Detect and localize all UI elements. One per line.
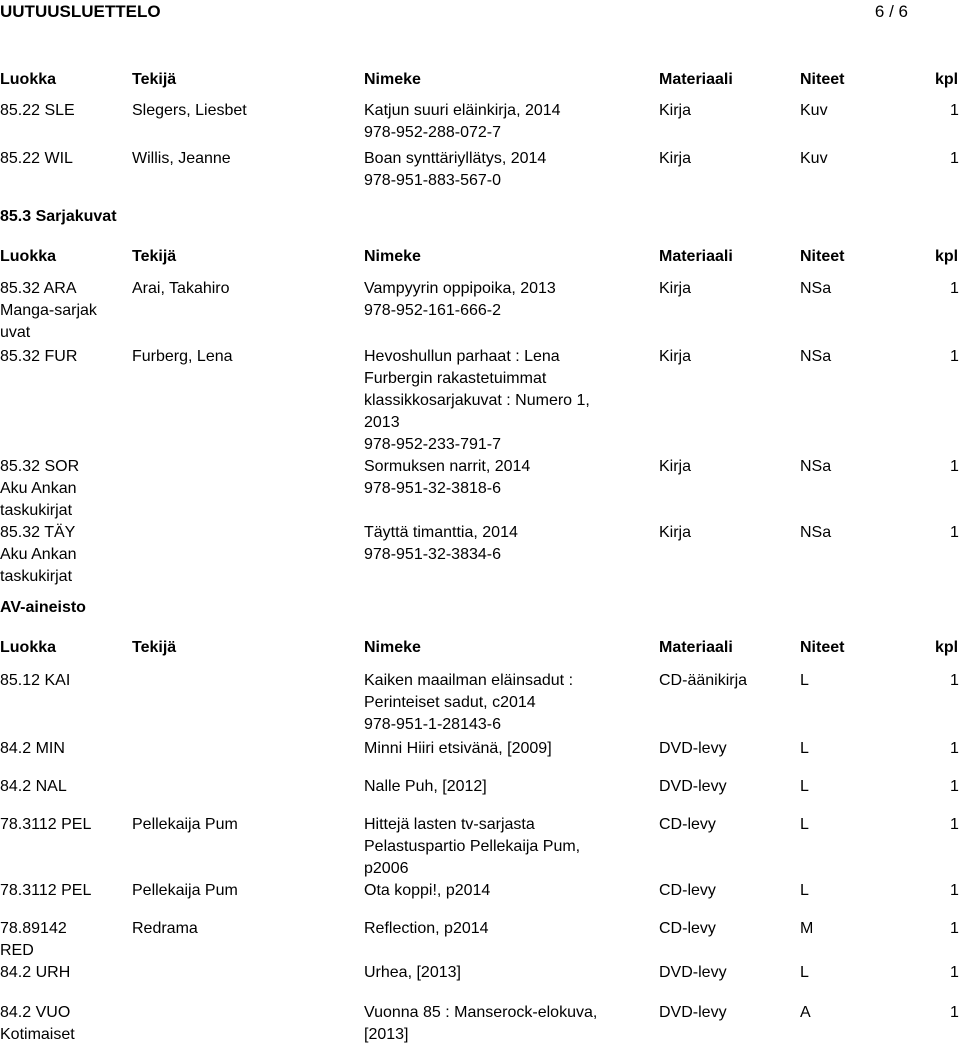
cell-line: Urhea, [2013] bbox=[364, 964, 461, 981]
section-title: 85.3 Sarjakuvat bbox=[0, 208, 117, 225]
cell-col-materiaali: Kirja bbox=[659, 458, 692, 475]
cell-line: Katjun suuri eläinkirja, 2014 bbox=[364, 102, 561, 119]
cell-col-nimeke bbox=[364, 880, 624, 902]
cell-col-kpl: 1 bbox=[950, 964, 959, 981]
cell-col-materiaali: DVD-levy bbox=[659, 740, 727, 757]
cell-col-luokka bbox=[0, 346, 125, 368]
cell-line: 78.3112 PEL bbox=[0, 882, 92, 899]
cell-line: 85.32 FUR bbox=[0, 348, 78, 365]
cell-col-kpl: 1 bbox=[950, 778, 959, 795]
cell-line: taskukirjat bbox=[0, 502, 73, 519]
cell-col-kpl: 1 bbox=[950, 672, 959, 689]
cell-col-nimeke bbox=[364, 814, 624, 880]
cell-col-kpl: 1 bbox=[950, 920, 959, 937]
cell-line: 85.22 WIL bbox=[0, 150, 73, 167]
cell-col-niteet: NSa bbox=[800, 348, 832, 365]
cell-line: uvat bbox=[0, 324, 31, 341]
cell-line: Kaiken maailman eläinsadut : bbox=[364, 672, 574, 689]
header-col-nimeke: Nimeke bbox=[364, 639, 421, 656]
cell-col-materiaali: Kirja bbox=[659, 280, 692, 297]
cell-line: 78.89142 bbox=[0, 920, 67, 937]
cell-col-nimeke bbox=[364, 346, 624, 456]
cell-line: Vampyyrin oppipoika, 2013 bbox=[364, 280, 556, 297]
cell-col-nimeke bbox=[364, 738, 624, 760]
cell-line: 2013 bbox=[364, 414, 400, 431]
cell-col-niteet: M bbox=[800, 920, 814, 937]
cell-col-tekija bbox=[132, 814, 357, 836]
cell-col-materiaali: CD-äänikirja bbox=[659, 672, 748, 689]
cell-line: klassikkosarjakuvat : Numero 1, bbox=[364, 392, 590, 409]
cell-line: Redrama bbox=[132, 920, 198, 937]
cell-line: Arai, Takahiro bbox=[132, 280, 230, 297]
cell-col-kpl: 1 bbox=[950, 102, 959, 119]
cell-line: 978-951-883-567-0 bbox=[364, 172, 501, 189]
section-title: AV-aineisto bbox=[0, 599, 86, 616]
cell-line: Slegers, Liesbet bbox=[132, 102, 247, 119]
cell-line: Täyttä timanttia, 2014 bbox=[364, 524, 518, 541]
cell-line: 85.32 TÄY bbox=[0, 524, 76, 541]
cell-line: 85.32 ARA bbox=[0, 280, 77, 297]
cell-col-nimeke bbox=[364, 278, 624, 322]
cell-col-tekija bbox=[132, 918, 357, 940]
cell-col-tekija bbox=[132, 346, 357, 368]
cell-col-niteet: NSa bbox=[800, 280, 832, 297]
page-number: 6 / 6 bbox=[874, 2, 908, 21]
cell-line: Furbergin rakastetuimmat bbox=[364, 370, 547, 387]
cell-col-niteet: L bbox=[800, 964, 809, 981]
cell-line: Aku Ankan bbox=[0, 546, 77, 563]
header-col-niteet: Niteet bbox=[800, 639, 845, 656]
cell-col-niteet: NSa bbox=[800, 524, 832, 541]
cell-col-materiaali: DVD-levy bbox=[659, 964, 727, 981]
cell-col-luokka bbox=[0, 148, 125, 170]
header-col-kpl: kpl bbox=[935, 71, 959, 88]
header-col-luokka: Luokka bbox=[0, 248, 57, 265]
page-header bbox=[0, 0, 960, 24]
cell-line: Willis, Jeanne bbox=[132, 150, 231, 167]
cell-col-niteet: L bbox=[800, 816, 809, 833]
header-col-tekija: Tekijä bbox=[132, 248, 177, 265]
cell-line: taskukirjat bbox=[0, 568, 73, 585]
header-col-materiaali: Materiaali bbox=[659, 71, 733, 88]
header-col-niteet: Niteet bbox=[800, 71, 845, 88]
cell-col-luokka bbox=[0, 1002, 125, 1046]
cell-col-kpl: 1 bbox=[950, 882, 959, 899]
cell-col-niteet: Kuv bbox=[800, 102, 828, 119]
cell-col-nimeke bbox=[364, 670, 624, 736]
cell-line: Pellekaija Pum bbox=[132, 882, 238, 899]
header-col-nimeke: Nimeke bbox=[364, 248, 421, 265]
cell-line: Pelastuspartio Pellekaija Pum, bbox=[364, 838, 581, 855]
cell-col-kpl: 1 bbox=[950, 348, 959, 365]
cell-line: Nalle Puh, [2012] bbox=[364, 778, 487, 795]
cell-col-nimeke bbox=[364, 100, 624, 144]
header-col-materiaali: Materiaali bbox=[659, 639, 733, 656]
cell-col-luokka bbox=[0, 278, 125, 344]
cell-line: 84.2 NAL bbox=[0, 778, 67, 795]
cell-line: 84.2 URH bbox=[0, 964, 71, 981]
cell-col-luokka bbox=[0, 100, 125, 122]
cell-col-tekija bbox=[132, 148, 357, 170]
cell-col-materiaali: CD-levy bbox=[659, 882, 716, 899]
cell-line: 978-951-32-3834-6 bbox=[364, 546, 501, 563]
cell-line: 85.22 SLE bbox=[0, 102, 75, 119]
cell-line: Aku Ankan bbox=[0, 480, 77, 497]
cell-line: Hevoshullun parhaat : Lena bbox=[364, 348, 560, 365]
cell-col-tekija bbox=[132, 100, 357, 122]
document-title: UUTUUSLUETTELO bbox=[0, 2, 161, 21]
cell-col-kpl: 1 bbox=[950, 280, 959, 297]
cell-col-kpl: 1 bbox=[950, 150, 959, 167]
cell-col-nimeke bbox=[364, 522, 624, 566]
cell-col-nimeke bbox=[364, 776, 624, 798]
cell-col-nimeke bbox=[364, 148, 624, 192]
header-col-kpl: kpl bbox=[935, 248, 959, 265]
cell-col-niteet: Kuv bbox=[800, 150, 828, 167]
cell-line: Vuonna 85 : Manserock-elokuva, bbox=[364, 1004, 598, 1021]
cell-line: 978-951-32-3818-6 bbox=[364, 480, 501, 497]
cell-line: Pellekaija Pum bbox=[132, 816, 238, 833]
cell-col-kpl: 1 bbox=[950, 816, 959, 833]
cell-line: 84.2 VUO bbox=[0, 1004, 71, 1021]
cell-col-kpl: 1 bbox=[950, 1004, 959, 1021]
cell-col-materiaali: DVD-levy bbox=[659, 1004, 727, 1021]
cell-col-luokka bbox=[0, 670, 125, 692]
cell-col-materiaali: Kirja bbox=[659, 348, 692, 365]
cell-line: 78.3112 PEL bbox=[0, 816, 92, 833]
header-col-nimeke: Nimeke bbox=[364, 71, 421, 88]
cell-line: 978-951-1-28143-6 bbox=[364, 716, 501, 733]
header-col-luokka: Luokka bbox=[0, 71, 57, 88]
cell-col-niteet: A bbox=[800, 1004, 811, 1021]
cell-line: 978-952-288-072-7 bbox=[364, 124, 501, 141]
cell-col-materiaali: Kirja bbox=[659, 524, 692, 541]
cell-col-kpl: 1 bbox=[950, 740, 959, 757]
header-col-tekija: Tekijä bbox=[132, 71, 177, 88]
cell-col-luokka bbox=[0, 738, 125, 760]
cell-line: p2006 bbox=[364, 860, 409, 877]
header-col-niteet: Niteet bbox=[800, 248, 845, 265]
cell-col-materiaali: CD-levy bbox=[659, 816, 716, 833]
cell-line: Kotimaiset bbox=[0, 1026, 75, 1043]
cell-col-materiaali: CD-levy bbox=[659, 920, 716, 937]
cell-line: 978-952-233-791-7 bbox=[364, 436, 501, 453]
cell-col-kpl: 1 bbox=[950, 524, 959, 541]
cell-col-nimeke bbox=[364, 456, 624, 500]
header-col-tekija: Tekijä bbox=[132, 639, 177, 656]
cell-col-materiaali: Kirja bbox=[659, 102, 692, 119]
cell-line: 85.12 KAI bbox=[0, 672, 71, 689]
cell-col-niteet: NSa bbox=[800, 458, 832, 475]
cell-line: Reflection, p2014 bbox=[364, 920, 489, 937]
cell-line: RED bbox=[0, 942, 34, 959]
cell-line: Boan synttäriyllätys, 2014 bbox=[364, 150, 547, 167]
cell-line: Minni Hiiri etsivänä, [2009] bbox=[364, 740, 552, 757]
cell-col-materiaali: Kirja bbox=[659, 150, 692, 167]
cell-col-nimeke bbox=[364, 918, 624, 940]
cell-col-luokka bbox=[0, 814, 125, 836]
cell-line: 978-952-161-666-2 bbox=[364, 302, 501, 319]
cell-col-kpl: 1 bbox=[950, 458, 959, 475]
cell-line: Sormuksen narrit, 2014 bbox=[364, 458, 531, 475]
cell-line: Ota koppi!, p2014 bbox=[364, 882, 491, 899]
cell-line: 85.32 SOR bbox=[0, 458, 80, 475]
cell-col-niteet: L bbox=[800, 778, 809, 795]
cell-line: [2013] bbox=[364, 1026, 409, 1043]
cell-col-niteet: L bbox=[800, 740, 809, 757]
header-col-luokka: Luokka bbox=[0, 639, 57, 656]
cell-col-luokka bbox=[0, 522, 125, 588]
cell-col-luokka bbox=[0, 776, 125, 798]
cell-col-luokka bbox=[0, 918, 125, 962]
cell-col-nimeke bbox=[364, 1002, 624, 1046]
cell-col-luokka bbox=[0, 962, 125, 984]
cell-col-niteet: L bbox=[800, 882, 809, 899]
cell-col-niteet: L bbox=[800, 672, 809, 689]
cell-col-materiaali: DVD-levy bbox=[659, 778, 727, 795]
cell-col-tekija bbox=[132, 278, 357, 300]
header-col-materiaali: Materiaali bbox=[659, 248, 733, 265]
cell-line: 84.2 MIN bbox=[0, 740, 65, 757]
cell-col-luokka bbox=[0, 880, 125, 902]
header-col-kpl: kpl bbox=[935, 639, 959, 656]
cell-line: Hittejä lasten tv-sarjasta bbox=[364, 816, 535, 833]
cell-line: Perinteiset sadut, c2014 bbox=[364, 694, 536, 711]
cell-col-luokka bbox=[0, 456, 125, 522]
cell-line: Furberg, Lena bbox=[132, 348, 233, 365]
cell-col-nimeke bbox=[364, 962, 624, 984]
cell-col-tekija bbox=[132, 880, 357, 902]
cell-line: Manga-sarjak bbox=[0, 302, 97, 319]
